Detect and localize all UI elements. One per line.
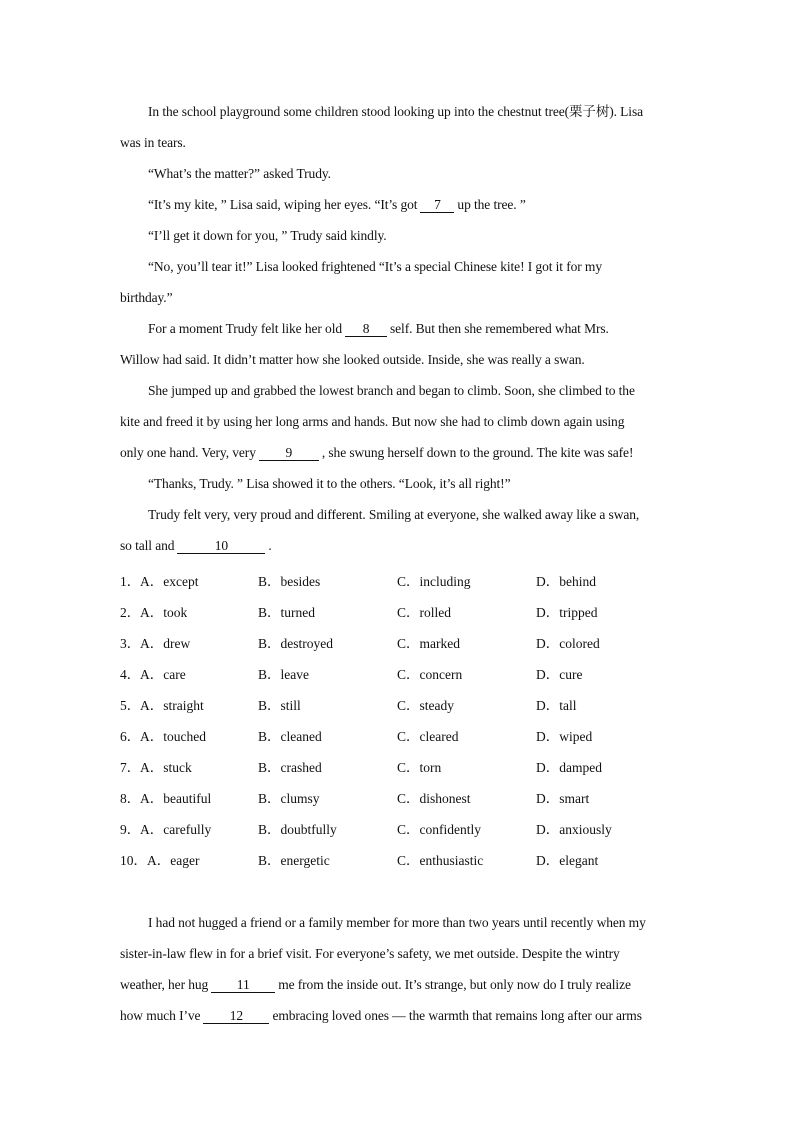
passage-line: birthday.” xyxy=(120,290,173,305)
text-segment: “It’s my kite, ” Lisa said, wiping her eyes. “It’s got xyxy=(148,197,418,212)
text-segment: , she swung herself down to the ground. The kite was safe! xyxy=(321,445,634,460)
option-b: B．turned xyxy=(258,604,315,620)
passage-two xyxy=(120,907,680,1031)
option-b: B．energetic xyxy=(258,852,330,868)
option-c: C．steady xyxy=(397,697,454,713)
text-segment: so tall and xyxy=(120,538,175,553)
option-c: C．marked xyxy=(397,635,460,651)
question-number: 1． xyxy=(120,573,141,589)
passage-line xyxy=(120,189,680,220)
option-d: D．elegant xyxy=(536,852,599,868)
passage-line: In the school playground some children stood looking up into the chestnut tree(栗子树). Lisa xyxy=(148,104,644,119)
option-b: B．cleaned xyxy=(258,728,322,744)
question-number: 10． xyxy=(120,852,147,868)
text-segment: weather, her hug xyxy=(120,977,209,992)
option-b: B．leave xyxy=(258,666,309,682)
option-a: A．beautiful xyxy=(140,790,212,806)
text-segment: up the tree. ” xyxy=(457,197,526,212)
question-row xyxy=(120,688,700,719)
question-row xyxy=(120,626,700,657)
text-segment: only one hand. Very, very xyxy=(120,445,256,460)
option-c: C．cleared xyxy=(397,728,459,744)
option-b: B．doubtfully xyxy=(258,821,337,837)
option-b: B．besides xyxy=(258,573,321,589)
passage-line: was in tears. xyxy=(120,135,186,150)
option-c: C．enthusiastic xyxy=(397,852,484,868)
passage-line: I had not hugged a friend or a family member for more than two years until recently when my xyxy=(148,915,646,930)
question-number: 8． xyxy=(120,790,141,806)
option-b: B．destroyed xyxy=(258,635,333,651)
passage-line: kite and freed it by using her long arms and hands. But now she had to climb down again using xyxy=(120,414,625,429)
passage-line xyxy=(120,437,680,468)
option-b: B．crashed xyxy=(258,759,322,775)
option-d: D．cure xyxy=(536,666,583,682)
text-segment: . xyxy=(268,538,272,553)
question-row xyxy=(120,750,700,781)
passage-line xyxy=(120,969,680,1000)
question-row xyxy=(120,781,700,812)
question-row xyxy=(120,719,700,750)
passage-line: “Thanks, Trudy. ” Lisa showed it to the others. “Look, it’s all right!” xyxy=(148,476,511,491)
question-number: 4． xyxy=(120,666,141,682)
question-number: 3． xyxy=(120,635,141,651)
question-row xyxy=(120,843,700,874)
blank-11: 11 xyxy=(211,978,275,993)
option-c: C．torn xyxy=(397,759,442,775)
blank-7: 7 xyxy=(420,198,454,213)
option-d: D．damped xyxy=(536,759,602,775)
option-c: C．rolled xyxy=(397,604,451,620)
option-b: B．clumsy xyxy=(258,790,320,806)
passage-line: sister-in-law flew in for a brief visit. For everyone’s safety, we met outside. Despite the wintry xyxy=(120,946,620,961)
option-c: C．dishonest xyxy=(397,790,471,806)
option-c: C．confidently xyxy=(397,821,481,837)
passage-line: “What’s the matter?” asked Trudy. xyxy=(148,166,331,181)
option-d: D．behind xyxy=(536,573,596,589)
question-row xyxy=(120,812,700,843)
passage-line xyxy=(120,530,680,561)
passage-line xyxy=(120,1000,680,1031)
option-d: D．wiped xyxy=(536,728,593,744)
answer-options xyxy=(120,564,700,874)
option-b: B．still xyxy=(258,697,301,713)
option-d: D．anxiously xyxy=(536,821,612,837)
question-number: 2． xyxy=(120,604,141,620)
question-number: 5． xyxy=(120,697,141,713)
question-row xyxy=(120,595,700,626)
option-a: A．drew xyxy=(140,635,191,651)
text-segment: embracing loved ones — the warmth that remains long after our arms xyxy=(272,1008,642,1023)
option-a: A．eager xyxy=(147,852,200,868)
option-a: A．stuck xyxy=(140,759,192,775)
option-a: A．except xyxy=(140,573,199,589)
text-segment: how much I’ve xyxy=(120,1008,201,1023)
passage-line: Trudy felt very, very proud and different. Smiling at everyone, she walked away like a swan, xyxy=(148,507,640,522)
option-d: D．smart xyxy=(536,790,590,806)
option-c: C．including xyxy=(397,573,471,589)
question-number: 7． xyxy=(120,759,141,775)
option-a: A．care xyxy=(140,666,186,682)
option-d: D．tripped xyxy=(536,604,598,620)
question-number: 6． xyxy=(120,728,141,744)
option-d: D．tall xyxy=(536,697,577,713)
question-row xyxy=(120,564,700,595)
blank-12: 12 xyxy=(203,1009,269,1024)
text-segment: For a moment Trudy felt like her old xyxy=(148,321,343,336)
text-segment: self. But then she remembered what Mrs. xyxy=(390,321,609,336)
question-row xyxy=(120,657,700,688)
text-segment: me from the inside out. It’s strange, but only now do I truly realize xyxy=(278,977,631,992)
blank-8: 8 xyxy=(345,322,387,337)
blank-10: 10 xyxy=(177,539,265,554)
passage-one xyxy=(120,96,680,561)
option-a: A．straight xyxy=(140,697,204,713)
passage-line xyxy=(120,313,680,344)
question-number: 9． xyxy=(120,821,141,837)
passage-line: She jumped up and grabbed the lowest branch and began to climb. Soon, she climbed to the xyxy=(148,383,635,398)
passage-line: “No, you’ll tear it!” Lisa looked frightened “It’s a special Chinese kite! I got it for my xyxy=(148,259,602,274)
passage-line: Willow had said. It didn’t matter how she looked outside. Inside, she was really a swan. xyxy=(120,352,585,367)
blank-9: 9 xyxy=(259,446,319,461)
option-c: C．concern xyxy=(397,666,463,682)
passage-line: “I’ll get it down for you, ” Trudy said kindly. xyxy=(148,228,387,243)
option-d: D．colored xyxy=(536,635,600,651)
option-a: A．took xyxy=(140,604,188,620)
option-a: A．carefully xyxy=(140,821,212,837)
option-a: A．touched xyxy=(140,728,206,744)
